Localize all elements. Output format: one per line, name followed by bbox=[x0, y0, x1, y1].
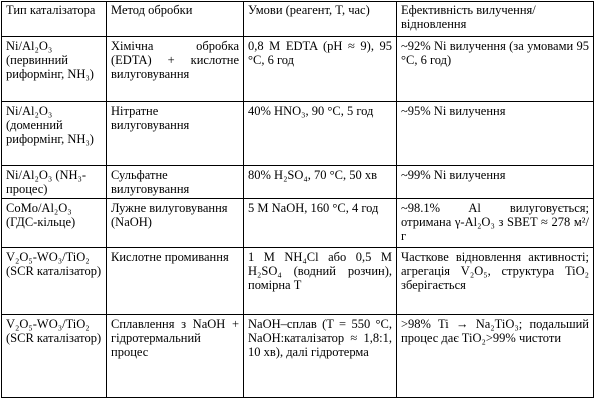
cell-method: Лужне вилуговування (NaOH) bbox=[107, 199, 244, 248]
cell-conditions: 5 М NaOH, 160 °C, 4 год bbox=[244, 199, 397, 248]
cell-catalyst: V₂O₅-WO₃/TiO₂ (SCR каталізатор) bbox=[2, 248, 107, 315]
cell-method: Сплавлення з NaOH + гідротермальний процес bbox=[107, 315, 244, 398]
cell-conditions: 1 М NH₄Cl або 0,5 М H₂SO₄ (водний розчин), помірна T bbox=[244, 248, 397, 315]
table-row bbox=[2, 248, 594, 315]
cell-catalyst: Ni/Al₂O₃ (первинний риформінг, NH₃) bbox=[2, 37, 107, 102]
cell-conditions: 0,8 М EDTA (pH ≈ 9), 95 °C, 6 год bbox=[244, 37, 397, 102]
cell-efficiency: ~98.1% Al вилуговується; отримана γ-Al₂O₃ з SBET ≈ 278 м²/г bbox=[397, 199, 594, 248]
cell-efficiency: ~99% Ni вилучення bbox=[397, 166, 594, 199]
table-row bbox=[2, 315, 594, 398]
table-row bbox=[2, 37, 594, 102]
header-efficiency: Ефективність вилучення/відновлення bbox=[397, 2, 594, 37]
table-row bbox=[2, 102, 594, 166]
catalyst-treatment-table bbox=[1, 1, 594, 398]
cell-efficiency: ~92% Ni вилучення (за умовами 95 °C, 6 год) bbox=[397, 37, 594, 102]
cell-catalyst: Ni/Al₂O₃ (NH₃-процес) bbox=[2, 166, 107, 199]
cell-efficiency: ~95% Ni вилучення bbox=[397, 102, 594, 166]
table-row bbox=[2, 166, 594, 199]
header-catalyst-type: Тип каталізатора bbox=[2, 2, 107, 37]
cell-efficiency: Часткове відновлення активності; агрегація V₂O₅, структура TiO₂ зберігається bbox=[397, 248, 594, 315]
cell-catalyst: Ni/Al₂O₃ (доменний риформінг, NH₃) bbox=[2, 102, 107, 166]
cell-efficiency: >98% Ti → Na₂TiO₃; подальший процес дає TiO₂>99% чистоти bbox=[397, 315, 594, 398]
header-treatment-method: Метод обробки bbox=[107, 2, 244, 37]
cell-conditions: NaOH–сплав (T = 550 °C, NaOH:каталізатор ≈ 1,8:1, 10 хв), далі гідротерма bbox=[244, 315, 397, 398]
cell-method: Сульфатне вилуговування bbox=[107, 166, 244, 199]
cell-catalyst: V₂O₅-WO₃/TiO₂ (SCR каталізатор) bbox=[2, 315, 107, 398]
table-row bbox=[2, 199, 594, 248]
cell-catalyst: CoMo/Al₂O₃ (ГДС-кільце) bbox=[2, 199, 107, 248]
cell-method: Хімічна обробка (EDTA) + кислотне вилуговування bbox=[107, 37, 244, 102]
cell-method: Нітратне вилуговування bbox=[107, 102, 244, 166]
cell-conditions: 80% H₂SO₄, 70 °C, 50 хв bbox=[244, 166, 397, 199]
table-header-row bbox=[2, 2, 594, 37]
cell-conditions: 40% HNO₃, 90 °C, 5 год bbox=[244, 102, 397, 166]
header-conditions: Умови (реагент, T, час) bbox=[244, 2, 397, 37]
cell-method: Кислотне промивання bbox=[107, 248, 244, 315]
